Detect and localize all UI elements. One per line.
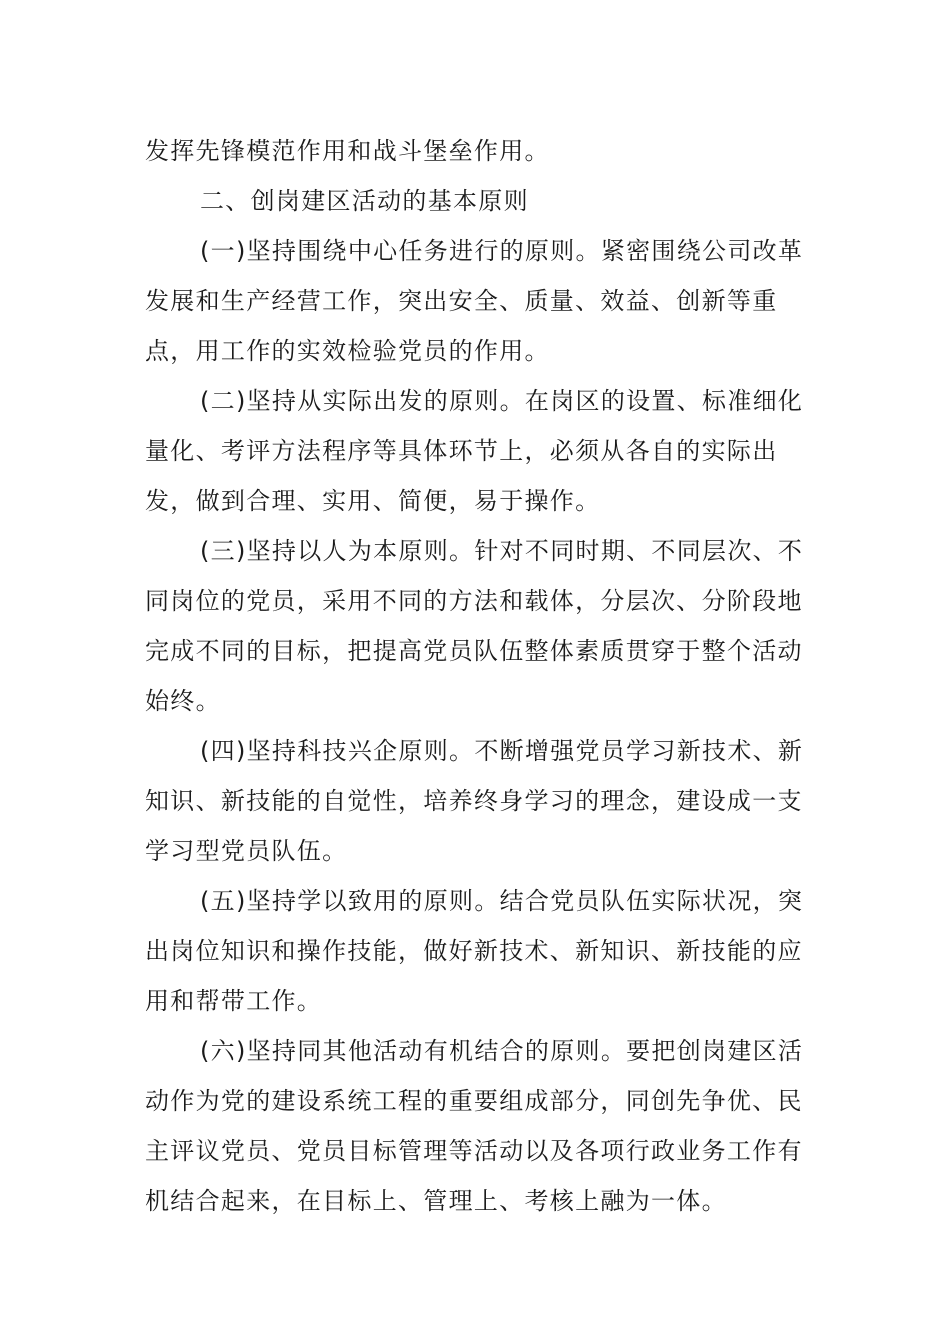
principle-paragraph-5: (五)坚持学以致用的原则。结合党员队伍实际状况，突出岗位知识和操作技能，做好新技术、新知识、新技能的应用和帮带工作。 — [145, 887, 804, 1015]
principle-paragraph-2: (二)坚持从实际出发的原则。在岗区的设置、标准细化量化、考评方法程序等具体环节上，必须从各自的实际出发，做到合理、实用、简便，易于操作。 — [145, 387, 804, 515]
principle-paragraph-4: (四)坚持科技兴企原则。不断增强党员学习新技术、新知识、新技能的自觉性，培养终身学习的理念，建设成一支学习型党员队伍。 — [145, 737, 804, 865]
principle-paragraph-1: (一)坚持围绕中心任务进行的原则。紧密围绕公司改革发展和生产经营工作，突出安全、质量、效益、创新等重点，用工作的实效检验党员的作用。 — [145, 237, 804, 365]
principle-paragraph-3: (三)坚持以人为本原则。针对不同时期、不同层次、不同岗位的党员，采用不同的方法和载体，分层次、分阶段地完成不同的目标，把提高党员队伍整体素质贯穿于整个活动始终。 — [145, 537, 804, 715]
section-heading: 二、创岗建区活动的基本原则 — [200, 187, 529, 215]
paragraph-intro-continuation: 发挥先锋模范作用和战斗堡垒作用。 — [145, 137, 550, 165]
principle-paragraph-6: (六)坚持同其他活动有机结合的原则。要把创岗建区活动作为党的建设系统工程的重要组成部分，同创先争优、民主评议党员、党员目标管理等活动以及各项行政业务工作有机结合起来，在目标上、管理上、考核上融为一体。 — [145, 1037, 804, 1215]
document-body — [145, 126, 805, 1226]
